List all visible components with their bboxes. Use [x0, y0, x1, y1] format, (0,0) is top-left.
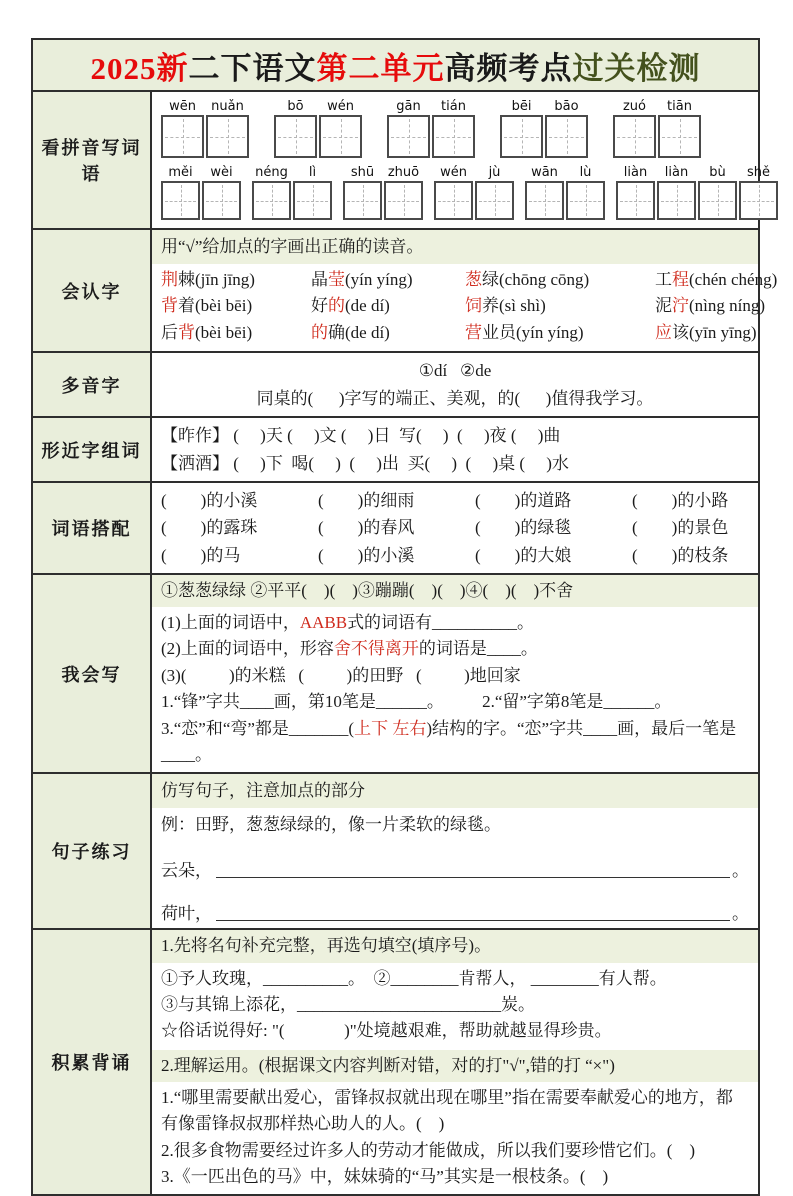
jilei-fill-1: ①予人玫瑰，__________。 ②________肯帮人， ________有人帮。	[161, 968, 667, 988]
worksheet-title	[33, 40, 758, 90]
pinyin-text: shě	[746, 165, 770, 180]
plain-text: 工	[655, 269, 672, 289]
tianzige-box	[252, 181, 291, 220]
dapei-phrase: ( )的细雨	[318, 491, 415, 511]
accent-text: 舍不得离开	[333, 639, 419, 659]
plain-text: 确(de dí)	[328, 323, 390, 343]
plain-text: (bèi bēi)	[195, 323, 253, 343]
pinyin-text: shū	[350, 165, 375, 180]
tianzige-box	[657, 181, 696, 220]
pinyin-syllable	[293, 164, 332, 220]
tianzige-box	[566, 181, 605, 220]
pinyin-word-group	[387, 98, 477, 158]
pronunciation-choice-word	[161, 320, 311, 347]
wohuixie-q3: (3)( )的米糕 ( )的田野 ( )地回家	[161, 665, 521, 685]
section-huirenzi	[33, 228, 778, 351]
pinyin-word-group	[252, 164, 334, 220]
wohuixie-q1	[161, 610, 749, 636]
juzi-example: 例：田野，葱葱绿绿的，像一片柔软的绿毯。	[161, 814, 501, 834]
plain-text: )结构的字。“恋”字共____画，最后一笔是____。	[161, 718, 737, 764]
plain-text: 好	[311, 296, 328, 316]
jilei-instruction-1: 1.先将名句补充完整，再选句填空(填序号)。	[152, 930, 758, 962]
pronunciation-choice-word	[311, 293, 465, 320]
pronunciation-choice-word	[311, 267, 465, 294]
pronunciation-choice-word	[161, 267, 311, 294]
jilei-fill-2: ③与其锦上添花，________________________炭。	[161, 994, 535, 1014]
pinyin-text: nuǎn	[211, 99, 244, 114]
pinyin-word-group	[616, 164, 780, 220]
juzi-content	[152, 774, 758, 928]
section-label-duoyinzi: 多音字	[33, 353, 152, 416]
pinyin-text: wān	[531, 165, 558, 180]
wohuixie-wordbank: ①葱葱绿绿 ②平平( )( )③蹦蹦( )( )④( )( )不舍	[152, 575, 758, 607]
huirenzi-word-grid	[161, 267, 778, 348]
pinyin-syllable	[274, 98, 317, 158]
plain-text: 高频考点	[444, 50, 573, 86]
pinyin-text: wén	[440, 165, 467, 180]
tianzige-box	[658, 115, 701, 158]
pinyin-text: liàn	[664, 165, 689, 180]
accent-text: 的	[311, 323, 328, 343]
blank-suffix: 。	[732, 904, 749, 924]
pronunciation-choice-word	[655, 267, 777, 294]
plain-text: 着(bèi bēi)	[178, 296, 253, 316]
dapei-phrase: ( )的绿毯	[475, 518, 572, 538]
pinyin-syllable	[475, 164, 514, 220]
pinyin-text: jù	[488, 165, 501, 180]
plain-text: (2)上面的词语中，形容	[161, 639, 334, 659]
section-wohuixie	[33, 573, 758, 772]
pinyin-syllable	[739, 164, 778, 220]
tianzige-box	[545, 115, 588, 158]
section-label-jilei: 积累背诵	[33, 930, 152, 1194]
accent-text: 应	[655, 323, 672, 343]
pronunciation-choice-word	[655, 320, 777, 347]
pinyin-syllable	[387, 98, 430, 158]
pinyin-text: wèi	[210, 165, 233, 180]
pronunciation-choice-word	[465, 293, 655, 320]
juzi-blank-heye	[161, 899, 749, 924]
answer-blank-line	[216, 861, 730, 878]
pinyin-text: tiān	[667, 99, 692, 114]
pinyin-text: gān	[396, 99, 421, 114]
tianzige-box	[613, 115, 656, 158]
pronunciation-choice-word	[655, 293, 777, 320]
pronunciation-choice-word	[465, 320, 655, 347]
tianzige-box	[387, 115, 430, 158]
pinyin-word-group	[500, 98, 590, 158]
section-xingjinzi	[33, 416, 758, 481]
tianzige-box	[434, 181, 473, 220]
blank-prefix: 云朵，	[161, 861, 212, 881]
plain-text: 二下语文	[188, 50, 317, 86]
pinyin-syllable	[432, 98, 475, 158]
plain-text: 棘(jīn jīng)	[178, 269, 255, 289]
pinyin-text: zhuō	[387, 165, 420, 180]
pinyin-word-group	[434, 164, 516, 220]
tianzige-box	[343, 181, 382, 220]
tianzige-box	[698, 181, 737, 220]
tianzige-box	[616, 181, 655, 220]
answer-blank-line	[216, 904, 730, 921]
pinyin-row-1	[161, 98, 749, 158]
pinyin-text: lì	[308, 165, 317, 180]
pronunciation-choice-word	[311, 320, 465, 347]
xingjinzi-line-1: 【昨作】 ( )天 ( )文 ( )日 写( ) ( )夜 ( )曲	[161, 426, 561, 446]
xingjinzi-line-2: 【洒酒】 ( )下 喝( ) ( )出 买( ) ( )桌 ( )水	[161, 453, 569, 473]
plain-text: 该(yīn yīng)	[672, 323, 757, 343]
xingjinzi-content	[152, 418, 758, 481]
worksheet-table	[31, 38, 778, 1196]
section-label-xingjinzi: 形近字组词	[33, 418, 152, 481]
plain-text: 式的词语有__________。	[347, 613, 535, 633]
tianzige-box	[500, 115, 543, 158]
accent-text: 上下 左右	[354, 718, 427, 738]
dapei-phrase: ( )的春风	[318, 518, 415, 538]
pinyin-text: bēi	[511, 99, 532, 114]
dapei-phrase: ( )的道路	[475, 491, 572, 511]
plain-text: 泥	[655, 296, 672, 316]
wohuixie-q4: 1.“锋”字共____画，第10笔是______。 2.“留”字第8笔是______。	[161, 692, 672, 712]
plain-text: (1)上面的词语中，	[161, 613, 300, 633]
dapei-grid	[161, 487, 749, 569]
huirenzi-instruction: 用“√”给加点的字画出正确的读音。	[152, 230, 758, 264]
accent-text: 背	[178, 323, 195, 343]
section-duoyinzi	[33, 351, 758, 416]
jilei-instruction-2: 2.理解运用。(根据课文内容判断对错，对的打"√",错的打 “×")	[152, 1050, 758, 1082]
pinyin-syllable	[500, 98, 543, 158]
pinyin-text: wén	[327, 99, 354, 114]
accent-text: 2025新	[90, 50, 189, 86]
pinyin-syllable	[252, 164, 291, 220]
plain-text: 3.“恋”和“弯”都是_______(	[161, 718, 355, 738]
pinyin-syllable	[657, 164, 696, 220]
accent-text: 饲	[465, 296, 482, 316]
section-label-kanpinyin: 看拼音写词语	[33, 92, 152, 228]
wohuixie-q5	[161, 716, 749, 769]
section-label-huirenzi: 会认字	[33, 230, 152, 351]
tianzige-box	[525, 181, 564, 220]
duoyinzi-options: ①dí ②de	[418, 361, 492, 381]
dapei-phrase: ( )的小溪	[318, 545, 415, 565]
tianzige-box	[161, 115, 204, 158]
pinyin-text: néng	[255, 165, 288, 180]
pinyin-word-group	[343, 164, 425, 220]
dapei-phrase: ( )的枝条	[632, 545, 729, 565]
juzi-blank-yunduo	[161, 856, 749, 881]
plain-text: 后	[161, 323, 178, 343]
section-label-wohuixie: 我会写	[33, 575, 152, 772]
plain-text: 的词语是____。	[418, 639, 538, 659]
pinyin-syllable	[343, 164, 382, 220]
pinyin-syllable	[616, 164, 655, 220]
accent-text: 荆	[161, 269, 178, 289]
tianzige-box	[274, 115, 317, 158]
pinyin-content	[152, 92, 770, 228]
pinyin-syllable	[525, 164, 564, 220]
pinyin-syllable	[206, 98, 249, 158]
pinyin-syllable	[161, 98, 204, 158]
wohuixie-q2	[161, 636, 749, 662]
plain-text: 绿(chōng cōng)	[482, 269, 590, 289]
pinyin-syllable	[658, 98, 701, 158]
pinyin-syllable	[434, 164, 473, 220]
blank-suffix: 。	[732, 861, 749, 881]
tianzige-box	[432, 115, 475, 158]
plain-text: (de dí)	[345, 296, 390, 316]
jilei-judge-3: 3.《一匹出色的马》中，妹妹骑的“马”其实是一根枝条。( )	[161, 1167, 609, 1187]
duoyinzi-sentence: 同桌的( )字写的端正、美观，的( )值得我学习。	[256, 388, 654, 408]
pinyin-word-group	[274, 98, 364, 158]
pinyin-word-group	[613, 98, 703, 158]
jilei-proverb: ☆俗话说得好: "( )"处境越艰难，帮助就越显得珍贵。	[161, 1021, 612, 1041]
pinyin-syllable	[319, 98, 362, 158]
pinyin-text: bō	[287, 99, 304, 114]
pinyin-syllable	[698, 164, 737, 220]
wohuixie-content	[152, 575, 758, 772]
pinyin-text: lù	[579, 165, 592, 180]
dapei-phrase: ( )的景色	[632, 518, 729, 538]
dapei-phrase: ( )的露珠	[161, 518, 258, 538]
plain-text: (yín yíng)	[345, 269, 413, 289]
pinyin-syllable	[161, 164, 200, 220]
tianzige-box	[293, 181, 332, 220]
pinyin-syllable	[202, 164, 241, 220]
tianzige-box	[384, 181, 423, 220]
pinyin-text: měi	[168, 165, 193, 180]
pinyin-row-2	[161, 164, 770, 220]
tianzige-box	[739, 181, 778, 220]
dapei-phrase: ( )的大娘	[475, 545, 572, 565]
accent-text: 莹	[328, 269, 345, 289]
accent-text: 第二单元	[316, 50, 445, 86]
pronunciation-choice-word	[161, 293, 311, 320]
blank-prefix: 荷叶，	[161, 904, 212, 924]
dapei-phrase: ( )的小溪	[161, 491, 258, 511]
accent-text: 程	[672, 269, 689, 289]
pinyin-syllable	[384, 164, 423, 220]
pinyin-text: bù	[709, 165, 726, 180]
accent-text: 的	[328, 296, 345, 316]
accent-text: 营	[465, 323, 482, 343]
dapei-content	[152, 483, 758, 573]
section-kanpinyinxiecy	[33, 90, 770, 228]
huirenzi-content	[152, 230, 778, 351]
plain-text: 晶	[311, 269, 328, 289]
section-label-dapei: 词语搭配	[33, 483, 152, 573]
accent-text: 背	[161, 296, 178, 316]
pinyin-word-group	[161, 98, 251, 158]
accent-text: 葱	[465, 269, 482, 289]
duoyinzi-content	[152, 353, 758, 416]
pinyin-text: liàn	[623, 165, 648, 180]
tianzige-box	[206, 115, 249, 158]
pinyin-text: zuó	[622, 99, 647, 114]
pinyin-text: bāo	[554, 99, 579, 114]
pinyin-syllable	[566, 164, 605, 220]
pronunciation-choice-word	[465, 267, 655, 294]
plain-text: 业员(yín yíng)	[482, 323, 584, 343]
section-ciyudapei	[33, 481, 758, 573]
section-jileibeisong	[33, 928, 758, 1194]
pinyin-text: tián	[441, 99, 466, 114]
tianzige-box	[319, 115, 362, 158]
dapei-phrase: ( )的小路	[632, 491, 729, 511]
jilei-judge-2: 2.很多食物需要经过许多人的劳动才能做成，所以我们要珍惜它们。( )	[161, 1140, 696, 1160]
tianzige-box	[475, 181, 514, 220]
section-juzilianxi	[33, 772, 758, 928]
accent-text: AABB	[299, 613, 348, 633]
pinyin-syllable	[545, 98, 588, 158]
accent-text: 过关检测	[572, 50, 701, 86]
juzi-instruction: 仿写句子，注意加点的部分	[152, 774, 758, 808]
section-label-juzi: 句子练习	[33, 774, 152, 928]
jilei-content	[152, 930, 758, 1194]
pinyin-syllable	[613, 98, 656, 158]
pinyin-text: wēn	[169, 99, 196, 114]
tianzige-box	[161, 181, 200, 220]
jilei-judge-1: 1.“哪里需要献出爱心，雷锋叔叔就出现在哪里”指在需要奉献爱心的地方，都 有像雷锋叔叔那样热心助人的人。( )	[161, 1087, 738, 1134]
plain-text: (chén chéng)	[689, 269, 778, 289]
plain-text: 养(sì shì)	[482, 296, 546, 316]
accent-text: 泞	[672, 296, 689, 316]
pinyin-word-group	[161, 164, 243, 220]
dapei-phrase: ( )的马	[161, 545, 241, 565]
tianzige-box	[202, 181, 241, 220]
pinyin-word-group	[525, 164, 607, 220]
plain-text: (nìng níng)	[689, 296, 766, 316]
